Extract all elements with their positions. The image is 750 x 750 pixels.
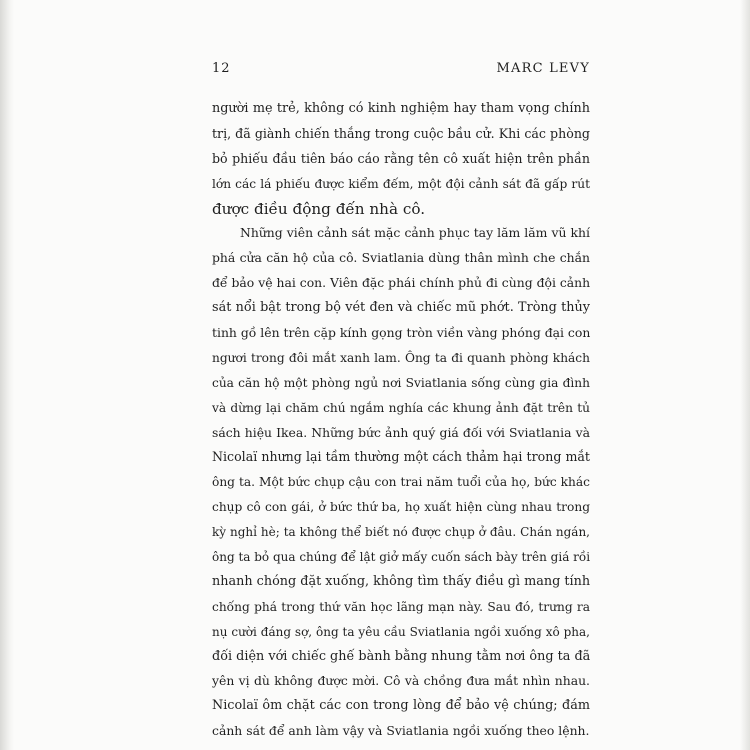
text-line: đối diện với chiếc ghế bành bằng nhung tằm nơi ông ta đã xyxy=(212,648,591,664)
text-line: Những viên cảnh sát mặc cảnh phục tay lăm lăm vũ khí xyxy=(240,225,590,241)
text-line: bỏ phiếu đầu tiên báo cáo rằng tên cô xuất hiện trên phần xyxy=(212,150,590,166)
text-line: chống phá trong thứ văn học lãng mạn này. Sau đó, trưng ra xyxy=(212,599,590,614)
page-shadow-right xyxy=(740,0,750,750)
text-line: sách hiệu Ikea. Những bức ảnh quý giá đối với Sviatlania và xyxy=(212,424,590,440)
text-line: người mẹ trẻ, không có kinh nghiệm hay tham vọng chính xyxy=(212,101,590,116)
page-number: 12 xyxy=(212,61,231,76)
text-line: trị, đã giành chiến thắng trong cuộc bầu cử. Khi các phòng xyxy=(212,125,590,141)
text-line: để bảo vệ hai con. Viên đặc phái chính phủ đi cùng đội cảnh xyxy=(212,275,591,291)
text-line: lớn các lá phiếu được kiểm đếm, một đội cảnh sát đã gấp rút xyxy=(212,176,590,191)
text-line: kỳ nghỉ hè; ta không thể biết nó được chụp ở đâu. Chán ngán, xyxy=(212,525,590,540)
text-line: Nicolaï ôm chặt các con trong lòng để bảo vệ chúng; đám xyxy=(212,698,590,714)
text-line: nhanh chóng đặt xuống, không tìm thấy điều gì mang tính xyxy=(212,573,591,589)
text-line: tinh gồ lên trên cặp kính gọng tròn viền vàng phóng đại con xyxy=(212,325,591,341)
text-line: cảnh sát để anh làm vậy và Sviatlania ngồi xuống theo lệnh. xyxy=(212,723,590,739)
text-line: ông ta bỏ qua chúng để lật giở mấy cuốn sách bày trên giá rồi xyxy=(212,550,591,565)
text-line: phá cửa căn hộ của cô. Sviatlania dùng thân mình che chắn xyxy=(212,250,590,266)
page-shadow-left xyxy=(0,0,14,750)
text-line: yên vị dù không được mời. Cô và chồng đưa mắt nhìn nhau. xyxy=(212,673,590,689)
text-line: chụp cô con gái, ở bức thứ ba, họ xuất hiện cùng nhau trong xyxy=(212,500,590,515)
text-line: nụ cười đáng sợ, ông ta yêu cầu Sviatlania ngồi xuống xô pha, xyxy=(212,624,590,639)
text-line: được điều động đến nhà cô. xyxy=(212,199,426,218)
text-line: và dừng lại chăm chú ngắm nghía các khung ảnh đặt trên tủ xyxy=(212,400,590,415)
text-line: của căn hộ một phòng ngủ nơi Sviatlania sống cùng gia đình xyxy=(212,375,590,390)
text-line: ông ta. Một bức chụp cậu con trai năm tuổi của họ, bức khác xyxy=(212,475,590,490)
text-line: ngươi trong đôi mắt xanh lam. Ông ta đi quanh phòng khách xyxy=(212,350,590,365)
body-text xyxy=(212,97,590,744)
text-line: Nicolaï nhưng lại tầm thường một cách thảm hại trong mắt xyxy=(212,449,590,465)
text-line: sát nổi bật trong bộ vét đen và chiếc mũ phớt. Tròng thủy xyxy=(212,300,590,316)
running-head-author: MARC LEVY xyxy=(496,61,590,76)
